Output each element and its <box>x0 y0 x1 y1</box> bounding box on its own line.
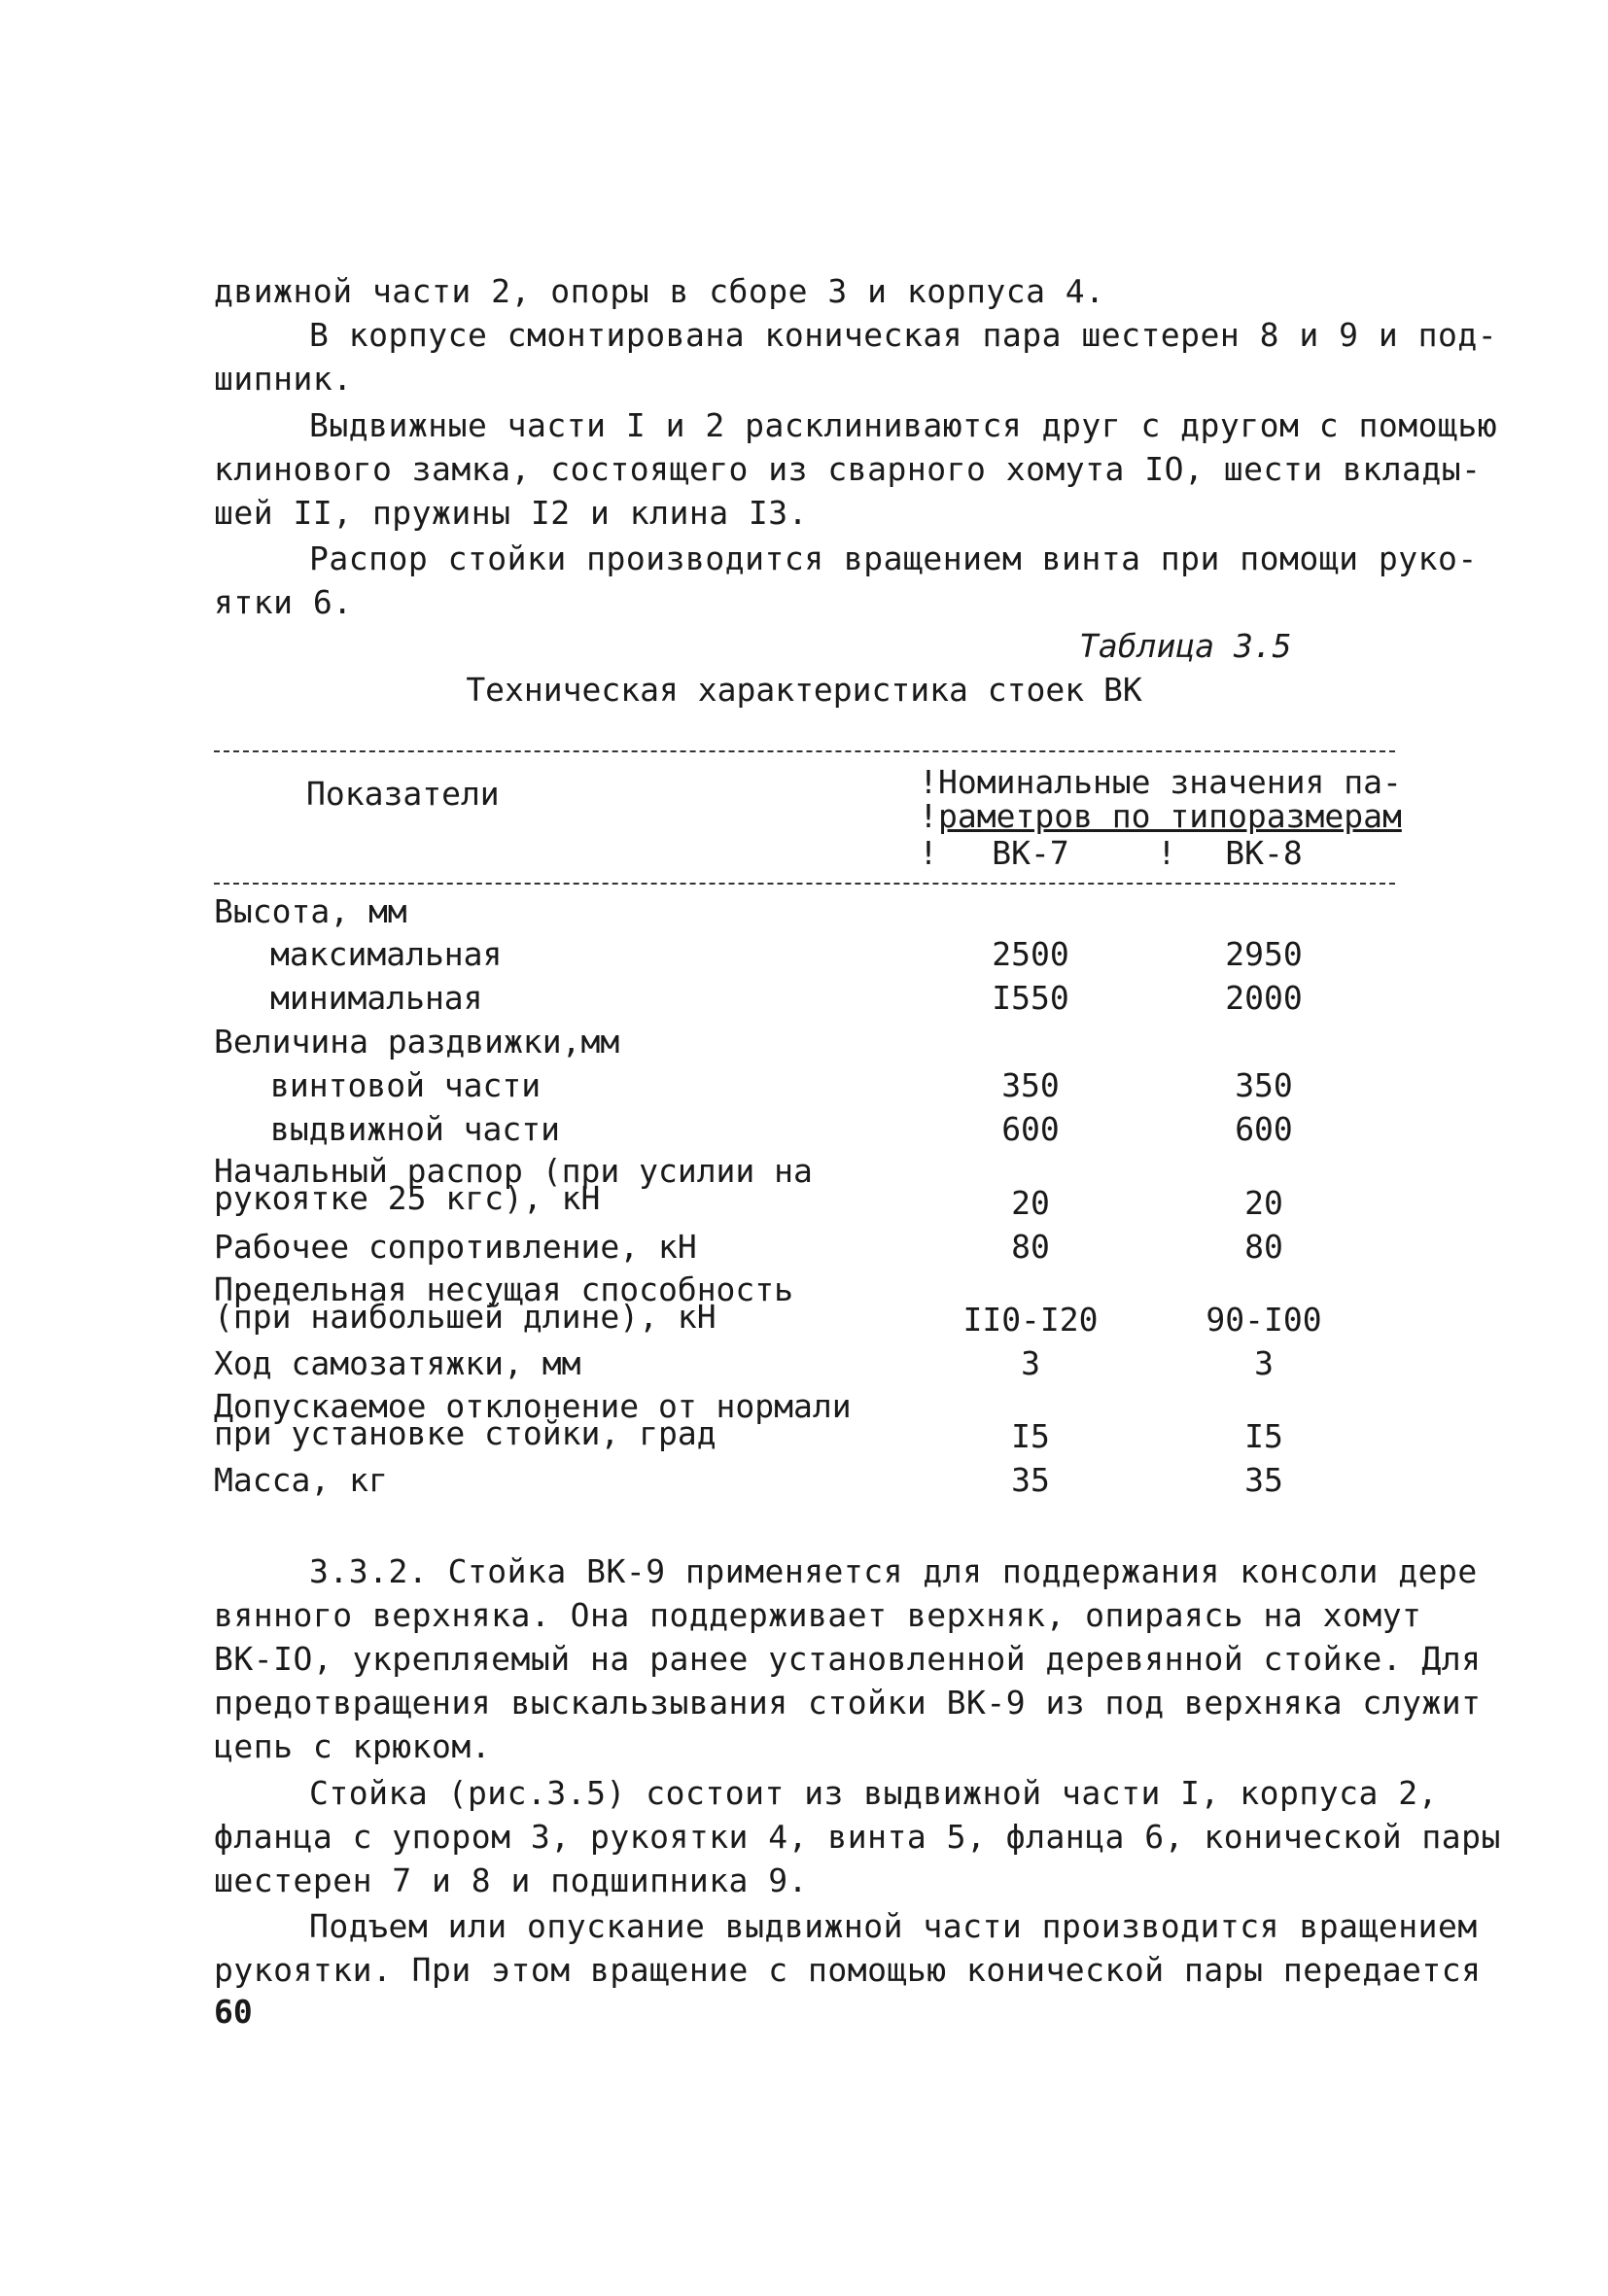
text-line: Стойка (рис.3.5) состоит из выдвижной части I, корпуса 2, <box>309 1774 1438 1812</box>
table-cell-vk7: 2500 <box>992 935 1069 973</box>
table-row-label: Начальный распор (при усилии на <box>214 1152 813 1190</box>
text-line: фланца с упором 3, рукоятки 4, винта 5, фланца 6, конической пары <box>214 1818 1501 1856</box>
table-cell-vk8: 2950 <box>1225 935 1303 973</box>
table-header-rule <box>214 883 1395 885</box>
table-top-rule <box>214 750 1395 752</box>
table-row-label: Высота, мм <box>214 892 407 930</box>
text-line: Выдвижные части I и 2 расклиниваются друг с другом с помощью <box>309 406 1498 444</box>
page-number: 60 <box>214 1993 253 2031</box>
table-cell-vk8: 350 <box>1235 1066 1293 1104</box>
table-title: Техническая характеристика стоек ВК <box>466 671 1142 709</box>
table-header-group-line2: раметров по типоразмерам <box>938 797 1402 835</box>
table-header-bar: ! <box>919 834 938 872</box>
table-cell-vk7: 20 <box>1011 1184 1050 1222</box>
table-cell-vk8: 20 <box>1244 1184 1283 1222</box>
table-header-vk7: ВК-7 <box>992 834 1069 872</box>
table-row-label: Допускаемое отклонение от нормали <box>214 1387 852 1425</box>
table-header-vk8: ВК-8 <box>1225 834 1303 872</box>
table-cell-vk8: I5 <box>1244 1417 1283 1455</box>
table-header-bar: ! <box>1157 834 1176 872</box>
table-cell-vk7: 35 <box>1011 1461 1050 1499</box>
table-cell-vk8: 90-I00 <box>1206 1301 1322 1339</box>
text-line: ВК-IO, укрепляемый на ранее установленной деревянной стойке. Для <box>214 1640 1482 1678</box>
table-cell-vk8: 2000 <box>1225 979 1303 1017</box>
table-header-bar: ! <box>919 797 938 835</box>
text-line: ятки 6. <box>214 583 353 621</box>
table-cell-vk8: 80 <box>1244 1228 1283 1266</box>
text-line: предотвращения выскальзывания стойки ВК-9 из под верхняка служит <box>214 1684 1482 1722</box>
table-row-label: Величина раздвижки,мм <box>214 1023 620 1061</box>
table-row-label: винтовой части <box>270 1066 542 1104</box>
table-cell-vk7: 350 <box>1001 1066 1060 1104</box>
table-cell-vk7: 80 <box>1011 1228 1050 1266</box>
text-line: Подъем или опускание выдвижной части производится вращением <box>309 1907 1478 1945</box>
text-line: шипник. <box>214 360 353 398</box>
text-line: Распор стойки производится вращением винта при помощи руко- <box>309 539 1478 577</box>
table-cell-vk7: 3 <box>1021 1344 1040 1382</box>
table-row-label: выдвижной части <box>270 1110 561 1148</box>
table-cell-vk7: 600 <box>1001 1110 1060 1148</box>
table-cell-vk7: I550 <box>992 979 1069 1017</box>
table-row-label-cont: рукоятке 25 кгс), кН <box>214 1179 601 1217</box>
table-row-label: максимальная <box>270 935 503 973</box>
text-line: клинового замка, состоящего из сварного хомута IO, шести вклады- <box>214 450 1482 488</box>
text-line: вянного верхняка. Она поддерживает верхняк, опираясь на хомут <box>214 1596 1422 1634</box>
table-cell-vk7: I5 <box>1011 1417 1050 1455</box>
table-row-label-cont: (при наибольшей длине), кН <box>214 1298 717 1336</box>
text-line: цепь с крюком. <box>214 1727 492 1765</box>
table-row-label: Ход самозатяжки, мм <box>214 1344 581 1382</box>
table-cell-vk7: II0-I20 <box>962 1301 1099 1339</box>
text-line: движной части 2, опоры в сборе 3 и корпуса 4. <box>214 272 1105 310</box>
table-row-label: Предельная несущая способность <box>214 1270 794 1308</box>
text-line: В корпусе смонтирована коническая пара шестерен 8 и 9 и под- <box>309 316 1498 354</box>
table-cell-vk8: 35 <box>1244 1461 1283 1499</box>
table-row-label: Масса, кг <box>214 1461 388 1499</box>
table-header-indicators: Показатели <box>306 775 500 813</box>
table-number: Таблица 3.5 <box>1079 627 1292 665</box>
table-cell-vk8: 600 <box>1235 1110 1293 1148</box>
text-line: рукоятки. При этом вращение с помощью конической пары передается <box>214 1951 1482 1989</box>
text-line: шестерен 7 и 8 и подшипника 9. <box>214 1861 809 1899</box>
text-line: шей II, пружины I2 и клина I3. <box>214 494 809 532</box>
table-header-group-line1: Номинальные значения па- <box>938 763 1402 801</box>
text-line: 3.3.2. Стойка ВК-9 применяется для поддержания консоли дере <box>309 1552 1478 1590</box>
table-row-label: Рабочее сопротивление, кН <box>214 1228 697 1266</box>
table-cell-vk8: 3 <box>1254 1344 1274 1382</box>
table-header-bar: ! <box>919 763 938 801</box>
table-row-label: минимальная <box>270 979 483 1017</box>
table-row-label-cont: при установке стойки, град <box>214 1414 717 1452</box>
